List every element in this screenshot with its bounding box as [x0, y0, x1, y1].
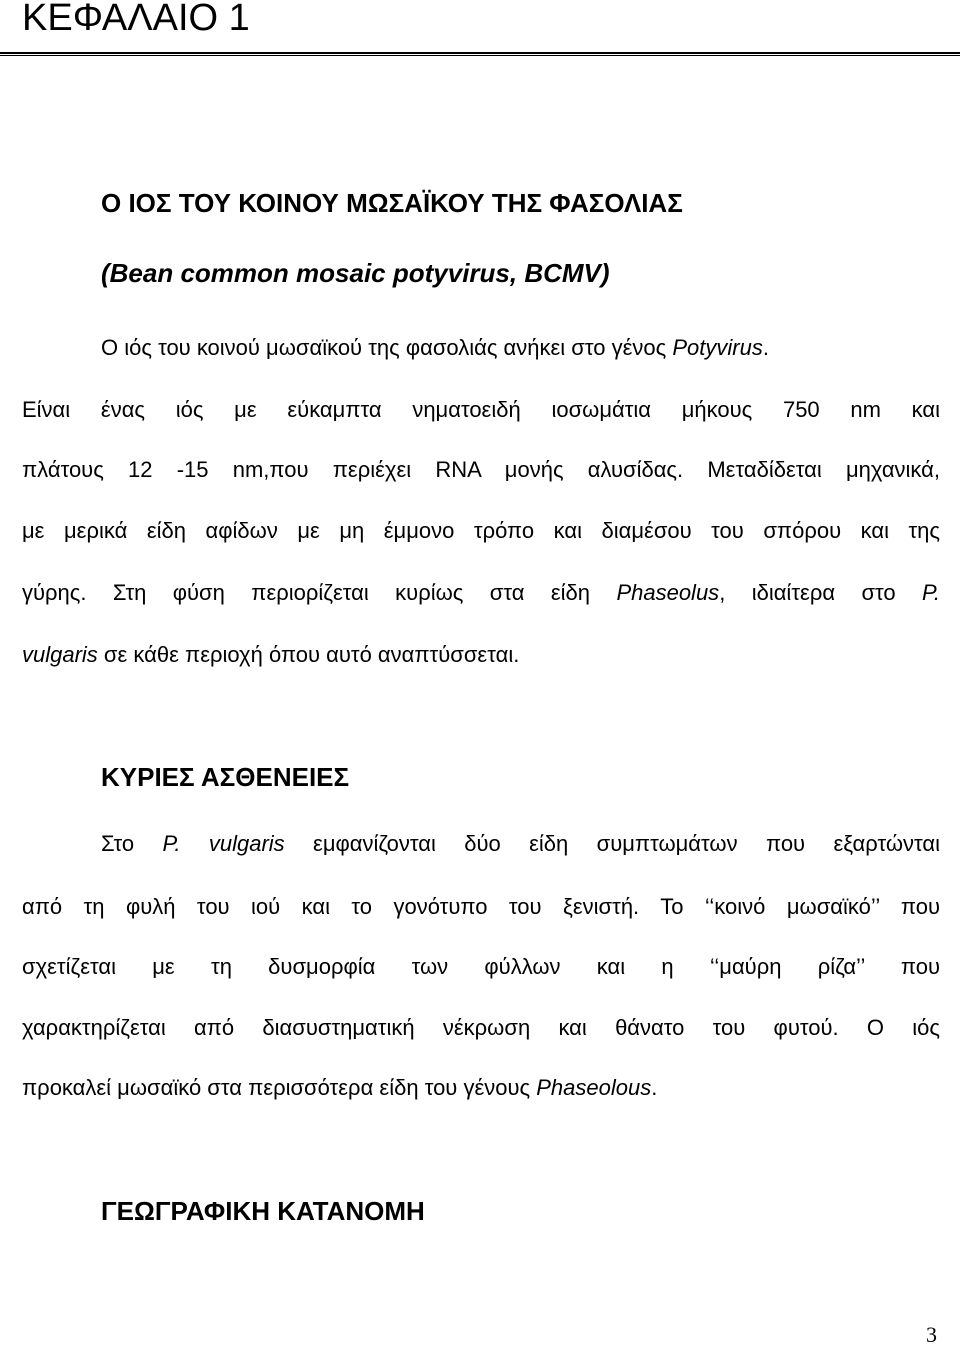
paragraph-line: χαρακτηρίζεται από διασυστηματική νέκρωση και θάνατο του φυτού. Ο ιός: [22, 1015, 940, 1040]
paragraph-line: vulgaris σε κάθε περιοχή όπου αυτό αναπτύσσεται.: [22, 642, 520, 667]
paragraph-line: με μερικά είδη αφίδων με μη έμμονο τρόπο και διαμέσου του σπόρου και της: [22, 518, 940, 543]
chapter-rule: [0, 52, 960, 56]
paragraph-line: γύρης. Στη φύση περιορίζεται κυρίως στα είδη Phaseolus, ιδιαίτερα στο P.: [22, 580, 940, 605]
section-title-distribution: ΓΕΩΓΡΑΦΙΚΗ ΚΑΤΑΝΟΜΗ: [101, 1196, 425, 1226]
paragraph-line: Ο ιός του κοινού μωσαϊκού της φασολιάς ανήκει στο γένος Potyvirus.: [101, 335, 769, 360]
paragraph-line: Στο P. vulgaris εμφανίζονται δύο είδη συμπτωμάτων που εξαρτώνται: [101, 831, 940, 856]
paragraph-line: σχετίζεται με τη δυσμορφία των φύλλων και η ‘‘μαύρη ρίζα’’ που: [22, 954, 940, 979]
section-title-virus: Ο ΙΟΣ ΤΟΥ ΚΟΙΝΟΥ ΜΩΣΑΪΚΟΥ ΤΗΣ ΦΑΣΟΛΙΑΣ: [101, 188, 683, 218]
paragraph-line: Είναι ένας ιός με εύκαμπτα νηματοειδή ιοσωμάτια μήκους 750 nm και: [22, 397, 940, 422]
section-title-diseases: ΚΥΡΙΕΣ ΑΣΘΕΝΕΙΕΣ: [101, 762, 350, 792]
section-subtitle-virus: (Bean common mosaic potyvirus, BCMV): [101, 258, 610, 288]
paragraph-line: από τη φυλή του ιού και το γονότυπο του ξενιστή. Το ‘‘κοινό μωσαϊκό’’ που: [22, 894, 940, 919]
page-number: 3: [926, 1322, 937, 1347]
paragraph-line: πλάτους 12 -15 nm,που περιέχει RNA μονής αλυσίδας. Μεταδίδεται μηχανικά,: [22, 457, 940, 482]
paragraph-line: προκαλεί μωσαϊκό στα περισσότερα είδη του γένους Phaseolous.: [22, 1075, 658, 1100]
chapter-title: ΚΕΦΑΛΑΙΟ 1: [22, 0, 250, 39]
